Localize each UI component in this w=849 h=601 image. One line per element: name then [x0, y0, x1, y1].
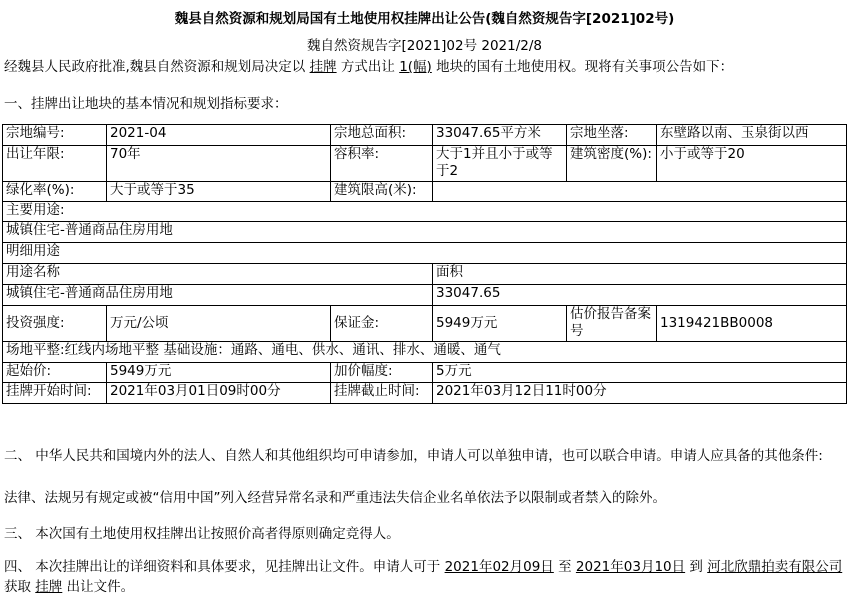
use-name: 城镇住宅-普通商品住房用地	[3, 285, 433, 306]
table-row	[3, 125, 847, 146]
location: 东壁路以南、玉泉街以西	[657, 125, 847, 146]
intro-count: 1(幅)	[399, 59, 432, 75]
density-label: 建筑密度(%):	[567, 146, 657, 182]
invest-label: 投资强度:	[3, 306, 107, 342]
section-4-date-from: 2021年02月09日	[444, 559, 554, 575]
intro-text-1: 经魏县人民政府批准,魏县自然资源和规划局决定以	[4, 59, 310, 75]
parcel-no: 2021-04	[107, 125, 331, 146]
total-area: 33047.65平方米	[433, 125, 567, 146]
detail-use-label: 明细用途	[3, 243, 847, 264]
start-time-label: 挂牌开始时间:	[3, 383, 107, 404]
site-label: 场地平整:	[6, 342, 65, 358]
table-row	[3, 264, 847, 285]
section-4-text-5: 出让文件。	[62, 579, 135, 595]
use-name-header: 用途名称	[3, 264, 433, 285]
section-4-method: 挂牌	[35, 579, 63, 595]
main-use-label: 主要用途:	[3, 202, 847, 222]
term: 70年	[107, 146, 331, 182]
document-number-date: 魏自然资规告字[2021]02号 2021/2/8	[307, 38, 542, 54]
appraisal: 1319421BB0008	[657, 306, 847, 342]
intro-paragraph	[4, 55, 849, 75]
section-3: 三、 本次国有土地使用权挂牌出让按照价高者得原则确定竞得人。	[4, 526, 400, 542]
table-row	[3, 306, 847, 342]
increment-label: 加价幅度:	[331, 363, 433, 383]
green: 大于或等于35	[107, 182, 331, 202]
far-label: 容积率:	[331, 146, 433, 182]
table-row	[3, 222, 847, 243]
far: 大于1并且小于或等于2	[433, 146, 567, 182]
deposit: 5949万元	[433, 306, 567, 342]
start-time: 2021年03月01日09时00分	[107, 383, 331, 404]
height	[433, 182, 847, 202]
end-time: 2021年03月12日11时00分	[433, 383, 847, 404]
section-2: 二、 中华人民共和国境内外的法人、自然人和其他组织均可申请参加，申请人可以单独申请，也可以联合申请。申请人应具备的其他条件:	[4, 448, 823, 464]
parcel-info-table	[2, 124, 847, 404]
appraisal-label: 估价报告备案号	[567, 306, 657, 342]
area-header: 面积	[433, 264, 847, 285]
end-time-label: 挂牌截止时间:	[331, 383, 433, 404]
section-4-text-3: 到	[685, 559, 708, 575]
table-row	[3, 342, 847, 363]
term-label: 出让年限:	[3, 146, 107, 182]
start-price-label: 起始价:	[3, 363, 107, 383]
green-label: 绿化率(%):	[3, 182, 107, 202]
section-4-date-to: 2021年03月10日	[575, 559, 686, 575]
section-1-heading: 一、挂牌出让地块的基本情况和规划指标要求：	[4, 96, 288, 112]
increment: 5万元	[433, 363, 847, 383]
intro-method: 挂牌	[309, 59, 337, 75]
invest: 万元/公顷	[107, 306, 331, 342]
parcel-no-label: 宗地编号:	[3, 125, 107, 146]
section-4-agency: 河北欣鼎拍卖有限公司	[707, 559, 843, 575]
site: 红线内场地平整 基础设施：通路、通电、供水、通讯、排水、通暖、通气	[64, 342, 501, 358]
page-title: 魏县自然资源和规划局国有土地使用权挂牌出让公告(魏自然资规告字[2021]02号)	[174, 11, 675, 27]
height-label: 建筑限高(米):	[331, 182, 433, 202]
use-area: 33047.65	[433, 285, 847, 306]
intro-text-2: 方式出让	[336, 59, 400, 75]
section-4	[4, 557, 849, 597]
deposit-label: 保证金:	[331, 306, 433, 342]
table-row	[3, 383, 847, 404]
section-4-text-4: 获取	[4, 579, 36, 595]
section-2-exception: 法律、法规另有规定或被“信用中国”列入经营异常名录和严重违法失信企业名单依法予以限制或者禁入的除外。	[4, 490, 666, 506]
table-row	[3, 182, 847, 202]
table-row	[3, 243, 847, 264]
section-4-text-2: 至	[553, 559, 576, 575]
section-4-text-1: 四、 本次挂牌出让的详细资料和具体要求，见挂牌出让文件。申请人可于	[4, 559, 445, 575]
table-row	[3, 285, 847, 306]
intro-text-3: 地块的国有土地使用权。现将有关事项公告如下：	[431, 59, 734, 75]
start-price: 5949万元	[107, 363, 331, 383]
table-row	[3, 363, 847, 383]
location-label: 宗地坐落:	[567, 125, 657, 146]
total-area-label: 宗地总面积:	[331, 125, 433, 146]
site-prep	[3, 342, 847, 363]
table-row	[3, 146, 847, 182]
density: 小于或等于20	[657, 146, 847, 182]
main-use: 城镇住宅-普通商品住房用地	[3, 222, 847, 243]
table-row	[3, 202, 847, 222]
